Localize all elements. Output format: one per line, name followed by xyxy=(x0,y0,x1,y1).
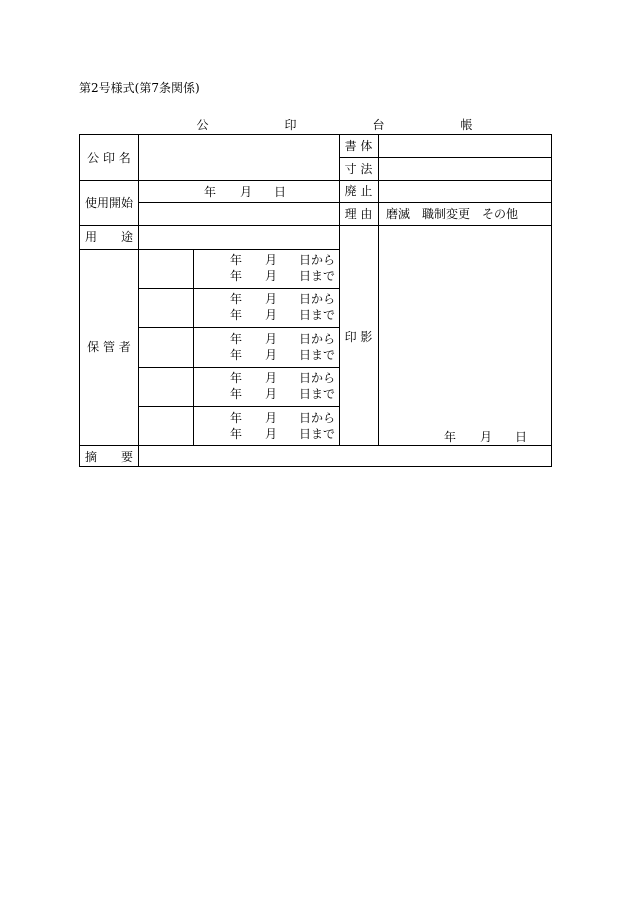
reason-options: 磨滅 職制変更 その他 xyxy=(386,207,519,221)
start-date-year: 年 xyxy=(204,185,217,199)
start-date-day: 日 xyxy=(274,185,287,199)
label-font-style: 書 体 xyxy=(344,139,373,153)
label-size: 寸 法 xyxy=(344,162,373,176)
label-start-date: 使用開始 xyxy=(84,196,133,210)
form-number: 第2号様式(第7条関係) xyxy=(79,81,200,95)
label-summary: 摘 要 xyxy=(84,450,133,464)
start-date-month: 月 xyxy=(240,185,253,199)
title-char: 帳 xyxy=(460,118,511,132)
label-imprint: 印 影 xyxy=(344,330,373,344)
label-seal-name: 公 印 名 xyxy=(87,151,131,165)
page-title xyxy=(79,117,552,133)
label-custodian: 保 管 者 xyxy=(87,340,131,354)
label-reason: 理 由 xyxy=(344,207,373,221)
title-char: 台 xyxy=(372,118,423,132)
imprint-date-month: 月 xyxy=(480,430,493,444)
seal-register-form: 公 印 名 使用開始 用 途 保 管 者 摘 要 書 体 寸 法 廃 止 理 由 印 影 年 月 日 磨滅 職制変更 その他 年 月 日から 年 月 日まで 年 月 日から 年 月 日まで 年 月 日から 年 月 日まで 年 月 日から 年 月 日まで 年 月 日から 年 月 日まで 年 月 日 xyxy=(79,134,552,467)
title-char: 公 xyxy=(196,118,247,132)
imprint-date-day: 日 xyxy=(515,430,528,444)
title-char: 印 xyxy=(284,118,335,132)
label-purpose: 用 途 xyxy=(84,230,133,244)
label-abolition: 廃 止 xyxy=(344,184,373,198)
imprint-date-year: 年 xyxy=(444,430,457,444)
